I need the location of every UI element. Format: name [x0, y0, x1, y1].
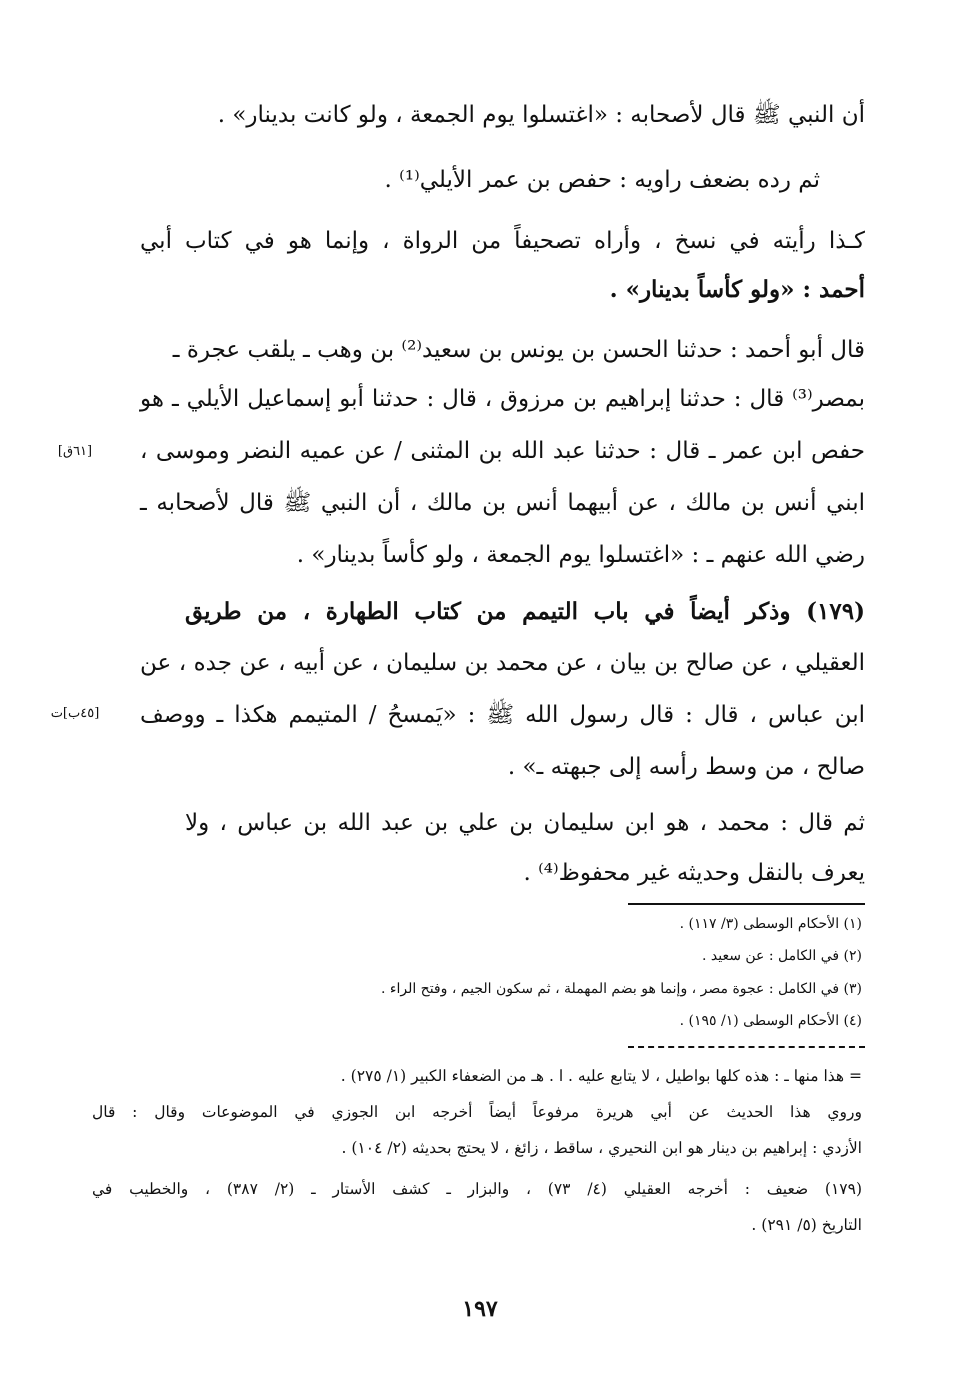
text-line: أن النبي ﷺ قال لأصحابه : «اغتسلوا يوم الجمعة ، ولو كانت بدينار» .	[217, 102, 865, 128]
editor-note: وروي هذا الحديث عن أبي هريرة مرفوعاً أيضاً أخرجه ابن الجوزي في الموضوعات وقال : قال	[92, 1103, 862, 1121]
editor-notes-separator	[628, 1046, 865, 1048]
editor-note: الأزدي : إبراهيم بن دينار هو ابن النحيري ، ساقط ، زائغ ، لا يحتج بحديثه (٢/ ١٠٤) .	[341, 1139, 862, 1157]
footnote: (٣) في الكامل : عجوة مصر ، وإنما هو بضم المهملة ، ثم سكون الجيم ، وفتح الراء .	[380, 981, 862, 997]
editor-note: = هذا منها ـ : هذه كلها بواطيل ، لا يتابع عليه . ا . هـ من الضعفاء الكبير (١/ ٢٧٥) .	[340, 1067, 862, 1085]
text-line: ابن عباس ، قال : قال رسول الله ﷺ : «يَمسحُ / المتيمم هكذا ـ ووصف	[140, 702, 865, 728]
margin-note: [٦١ق]	[57, 444, 93, 459]
text-line: ثم قال : محمد ، هو ابن سليمان بن علي بن عبد الله بن عباس ، ولا	[185, 810, 865, 836]
text-line: (١٧٩) وذكر أيضاً في باب التيمم من كتاب الطهارة ، من طريق	[185, 598, 865, 625]
text-line: ابني أنس بن مالك ، عن أبيهما أنس بن مالك ، أن النبي ﷺ قال لأصحابه ـ	[140, 490, 865, 516]
margin-note: [٤٥ب]ت	[50, 706, 100, 721]
editor-note: التاريخ (٥/ ٢٩١) .	[751, 1216, 862, 1234]
text-line: قال أبو أحمد : حدثنا الحسن بن يونس بن سعيد⁽²⁾ بن وهب ـ يلقب عجرة ـ	[172, 337, 865, 363]
text-line: بمصر⁽³⁾ قال : حدثنا إبراهيم بن مرزوق ، قال : حدثنا أبو إسماعيل الأيلي ـ هو	[140, 386, 865, 412]
text-line: رضي الله عنهم ـ : «اغتسلوا يوم الجمعة ، ولو كأساً بدينار» .	[296, 542, 865, 568]
text-line: حفص ابن عمر ـ قال : حدثنا عبد الله بن المثنى / عن عميه النضر وموسى ،	[140, 438, 865, 464]
footnote-separator	[628, 903, 865, 905]
text-line: العقيلي ، عن صالح بن بيان ، عن محمد بن سليمان ، عن أبيه ، عن جده ، عن	[140, 650, 865, 676]
text-line: صالح ، من وسط رأسه إلى جبهته ـ» .	[507, 754, 865, 780]
footnote: (٢) في الكامل : عن سعيد .	[701, 948, 862, 964]
text-line: أحمد : «ولو كأساً بدينار» .	[609, 276, 865, 303]
text-line: ثم رده بضعف راويه : حفص بن عمر الأيلي⁽¹⁾ .	[384, 167, 820, 193]
page-number: ١٩٧	[462, 1296, 498, 1322]
text-line: كـذا رأيته في نسخ ، وأراه تصحيفاً من الرواة ، وإنما هو في كتاب أبي	[140, 228, 865, 254]
editor-note: (١٧٩) ضعيف : أخرجه العقيلي (٤/ ٧٣) ، والبزار ـ كشف الأستار ـ (٢/ ٣٨٧) ، والخطيب في	[92, 1180, 863, 1198]
footnote: (١) الأحكام الوسطى (٣/ ١١٧) .	[679, 916, 862, 932]
text-line: يعرف بالنقل وحديثه غير محفوظ⁽⁴⁾ .	[523, 860, 865, 886]
footnote: (٤) الأحكام الوسطى (١/ ١٩٥) .	[679, 1013, 862, 1029]
